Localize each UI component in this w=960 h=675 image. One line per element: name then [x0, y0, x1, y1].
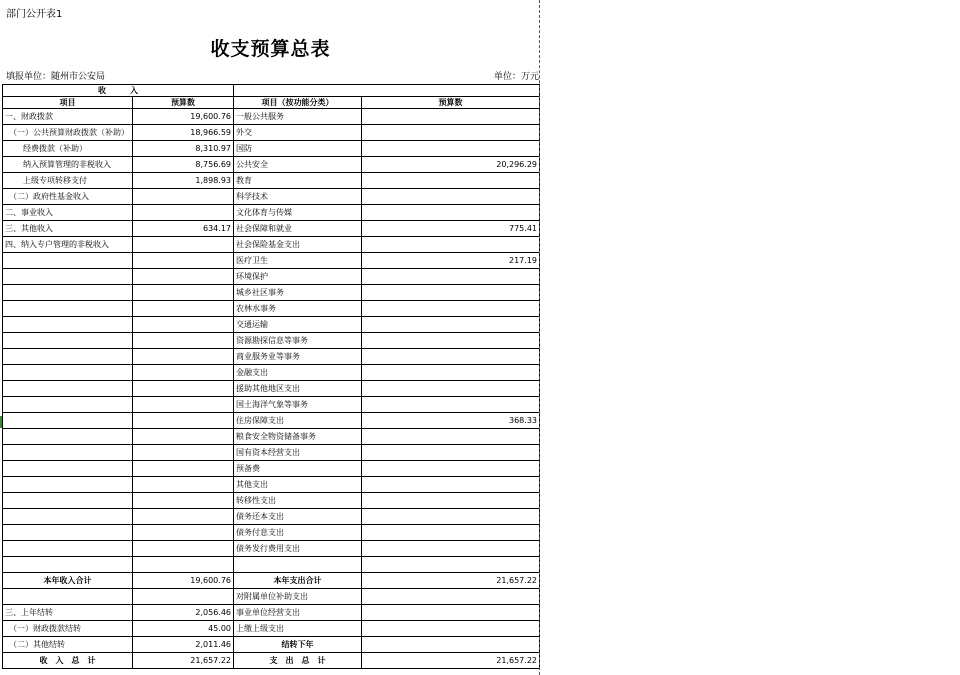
table-row — [3, 557, 540, 573]
income-item-cell[interactable]: 三、其他收入 — [3, 221, 133, 237]
table-row — [3, 221, 540, 237]
table-row — [3, 541, 540, 557]
expense-header[interactable] — [234, 85, 540, 97]
income-budget-cell[interactable]: 21,657.22 — [133, 653, 234, 669]
income-budget-cell[interactable]: 8,756.69 — [133, 157, 234, 173]
table-row — [3, 141, 540, 157]
income-item-cell[interactable] — [3, 365, 133, 381]
expense-item-cell[interactable]: 文化体育与传媒 — [234, 205, 362, 221]
table-row — [3, 573, 540, 589]
table-row — [3, 525, 540, 541]
income-budget-cell[interactable] — [133, 317, 234, 333]
expense-item-cell[interactable]: 债务付息支出 — [234, 525, 362, 541]
expense-item-cell[interactable]: 资源勘探信息等事务 — [234, 333, 362, 349]
expense-item-cell[interactable] — [234, 557, 362, 573]
income-item-cell[interactable] — [3, 381, 133, 397]
income-item-cell[interactable]: 二、事业收入 — [3, 205, 133, 221]
income-budget-cell[interactable] — [133, 205, 234, 221]
table-row — [3, 493, 540, 509]
income-item-cell[interactable] — [3, 525, 133, 541]
income-budget-cell[interactable] — [133, 413, 234, 429]
expense-budget-cell[interactable] — [362, 493, 540, 509]
income-item-cell[interactable]: 一、财政拨款 — [3, 109, 133, 125]
income-item-cell[interactable] — [3, 445, 133, 461]
form-number: 部门公开表1 — [6, 9, 63, 20]
expense-budget-cell[interactable] — [362, 125, 540, 141]
expense-budget-cell[interactable] — [362, 445, 540, 461]
income-item-cell[interactable] — [3, 253, 133, 269]
expense-item-cell[interactable]: 粮食安全物资储备事务 — [234, 429, 362, 445]
expense-item-cell[interactable]: 预备费 — [234, 461, 362, 477]
expense-budget-cell[interactable] — [362, 333, 540, 349]
expense-budget-cell[interactable] — [362, 301, 540, 317]
table-row — [3, 253, 540, 269]
expense-item-cell[interactable]: 本年支出合计 — [234, 573, 362, 589]
table-row — [3, 653, 540, 669]
income-budget-cell[interactable] — [133, 541, 234, 557]
currency-unit: 单位：万元 — [493, 72, 539, 82]
table-row — [3, 429, 540, 445]
income-item-cell[interactable] — [3, 397, 133, 413]
income-item-cell[interactable] — [3, 589, 133, 605]
expense-budget-cell[interactable] — [362, 605, 540, 621]
income-budget-cell[interactable] — [133, 365, 234, 381]
table-row — [3, 285, 540, 301]
income-item-cell[interactable] — [3, 557, 133, 573]
expense-budget-cell[interactable]: 368.33 — [362, 413, 540, 429]
income-budget-cell[interactable] — [133, 285, 234, 301]
income-item-cell[interactable] — [3, 317, 133, 333]
income-budget-cell[interactable] — [133, 589, 234, 605]
expense-item-cell[interactable]: 援助其他地区支出 — [234, 381, 362, 397]
income-item-cell[interactable]: 收 入 总 计 — [3, 653, 133, 669]
expense-item-cell[interactable]: 结转下年 — [234, 637, 362, 653]
income-budget-cell[interactable] — [133, 253, 234, 269]
income-item-cell[interactable] — [3, 493, 133, 509]
expense-item-cell[interactable]: 交通运输 — [234, 317, 362, 333]
expense-item-cell[interactable]: 一般公共服务 — [234, 109, 362, 125]
expense-item-cell[interactable]: 城乡社区事务 — [234, 285, 362, 301]
income-item-cell[interactable] — [3, 461, 133, 477]
table-header-row-1 — [3, 85, 540, 97]
expense-item-cell[interactable]: 住房保障支出 — [234, 413, 362, 429]
table-row — [3, 269, 540, 285]
table-row — [3, 317, 540, 333]
table-row — [3, 301, 540, 317]
expense-budget-cell[interactable] — [362, 397, 540, 413]
income-budget-cell[interactable]: 18,966.59 — [133, 125, 234, 141]
income-budget-cell[interactable] — [133, 493, 234, 509]
table-row — [3, 477, 540, 493]
expense-budget-cell[interactable] — [362, 269, 540, 285]
income-budget-cell[interactable] — [133, 557, 234, 573]
expense-budget-cell[interactable]: 217.19 — [362, 253, 540, 269]
income-budget-cell[interactable] — [133, 349, 234, 365]
income-item-cell[interactable] — [3, 413, 133, 429]
table-row — [3, 397, 540, 413]
table-row — [3, 413, 540, 429]
expense-item-cell[interactable]: 环境保护 — [234, 269, 362, 285]
expense-item-cell[interactable]: 社会保险基金支出 — [234, 237, 362, 253]
expense-item-cell[interactable]: 债务发行费用支出 — [234, 541, 362, 557]
expense-budget-cell[interactable] — [362, 189, 540, 205]
expense-budget-cell[interactable] — [362, 173, 540, 189]
expense-item-cell[interactable]: 公共安全 — [234, 157, 362, 173]
row-marker — [0, 416, 2, 428]
table-header-row-2 — [3, 97, 540, 109]
income-budget-cell[interactable]: 1,898.93 — [133, 173, 234, 189]
expense-item-cell[interactable]: 国土海洋气象等事务 — [234, 397, 362, 413]
table-row — [3, 637, 540, 653]
income-budget-cell[interactable] — [133, 477, 234, 493]
expense-item-cell[interactable]: 其他支出 — [234, 477, 362, 493]
income-header[interactable]: 收 入 — [3, 85, 234, 97]
table-row — [3, 237, 540, 253]
income-item-cell[interactable]: （一）财政拨款结转 — [3, 621, 133, 637]
income-item-cell[interactable] — [3, 333, 133, 349]
expense-budget-cell[interactable] — [362, 205, 540, 221]
income-item-cell[interactable]: 纳入预算管理的非税收入 — [3, 157, 133, 173]
income-item-cell[interactable]: （二）政府性基金收入 — [3, 189, 133, 205]
income-budget-cell[interactable] — [133, 237, 234, 253]
income-budget-cell[interactable] — [133, 381, 234, 397]
income-item-cell[interactable] — [3, 541, 133, 557]
income-item-cell[interactable]: 上级专项转移支付 — [3, 173, 133, 189]
income-item-cell[interactable]: 三、上年结转 — [3, 605, 133, 621]
income-budget-cell[interactable]: 634.17 — [133, 221, 234, 237]
table-row — [3, 589, 540, 605]
table-row — [3, 621, 540, 637]
expense-item-cell[interactable]: 金融支出 — [234, 365, 362, 381]
expense-item-cell[interactable]: 科学技术 — [234, 189, 362, 205]
expense-budget-cell[interactable]: 20,296.29 — [362, 157, 540, 173]
col-item-header[interactable]: 项目 — [3, 97, 133, 109]
expense-item-cell[interactable]: 上缴上级支出 — [234, 621, 362, 637]
table-row — [3, 349, 540, 365]
expense-item-cell[interactable]: 商业服务业等事务 — [234, 349, 362, 365]
expense-budget-cell[interactable]: 775.41 — [362, 221, 540, 237]
income-item-cell[interactable] — [3, 269, 133, 285]
budget-table — [2, 84, 540, 669]
expense-item-cell[interactable]: 事业单位经营支出 — [234, 605, 362, 621]
expense-budget-cell[interactable] — [362, 317, 540, 333]
col-budget-header[interactable]: 预算数 — [133, 97, 234, 109]
expense-budget-cell[interactable] — [362, 589, 540, 605]
income-item-cell[interactable]: 本年收入合计 — [3, 573, 133, 589]
expense-budget-cell[interactable] — [362, 365, 540, 381]
income-item-cell[interactable] — [3, 285, 133, 301]
expense-budget-cell[interactable] — [362, 541, 540, 557]
expense-budget-cell[interactable] — [362, 461, 540, 477]
expense-item-cell[interactable]: 国有资本经营支出 — [234, 445, 362, 461]
table-row — [3, 445, 540, 461]
income-item-cell[interactable] — [3, 429, 133, 445]
income-item-cell[interactable]: 经费拨款（补助） — [3, 141, 133, 157]
income-item-cell[interactable] — [3, 477, 133, 493]
expense-item-cell[interactable]: 外交 — [234, 125, 362, 141]
expense-item-cell[interactable]: 农林水事务 — [234, 301, 362, 317]
expense-budget-cell[interactable] — [362, 557, 540, 573]
income-budget-cell[interactable]: 45.00 — [133, 621, 234, 637]
page-break-line — [539, 0, 540, 675]
income-budget-cell[interactable] — [133, 269, 234, 285]
expense-budget-cell[interactable] — [362, 637, 540, 653]
table-row — [3, 461, 540, 477]
expense-item-cell[interactable]: 社会保障和就业 — [234, 221, 362, 237]
income-budget-cell[interactable]: 19,600.76 — [133, 573, 234, 589]
income-budget-cell[interactable] — [133, 445, 234, 461]
expense-budget-cell[interactable] — [362, 109, 540, 125]
col-item-func-header[interactable]: 项目（按功能分类） — [234, 97, 362, 109]
page-title: 收支预算总表 — [210, 38, 331, 60]
expense-budget-cell[interactable] — [362, 525, 540, 541]
table-row — [3, 605, 540, 621]
table-row — [3, 125, 540, 141]
expense-budget-cell[interactable] — [362, 141, 540, 157]
expense-item-cell[interactable]: 债务还本支出 — [234, 509, 362, 525]
income-budget-cell[interactable] — [133, 429, 234, 445]
table-row — [3, 381, 540, 397]
table-row — [3, 333, 540, 349]
expense-budget-cell[interactable] — [362, 237, 540, 253]
income-item-cell[interactable]: （一）公共预算财政拨款（补助） — [3, 125, 133, 141]
income-budget-cell[interactable] — [133, 189, 234, 205]
income-budget-cell[interactable] — [133, 397, 234, 413]
income-budget-cell[interactable] — [133, 461, 234, 477]
expense-item-cell[interactable]: 对附属单位补助支出 — [234, 589, 362, 605]
expense-item-cell[interactable]: 医疗卫生 — [234, 253, 362, 269]
income-item-cell[interactable] — [3, 301, 133, 317]
income-budget-cell[interactable]: 8,310.97 — [133, 141, 234, 157]
table-row — [3, 109, 540, 125]
expense-budget-cell[interactable] — [362, 477, 540, 493]
expense-item-cell[interactable]: 国防 — [234, 141, 362, 157]
expense-budget-cell[interactable] — [362, 621, 540, 637]
expense-budget-cell[interactable] — [362, 349, 540, 365]
reporting-unit: 填报单位：随州市公安局 — [6, 72, 106, 82]
table-row — [3, 173, 540, 189]
col-budget2-header[interactable]: 预算数 — [362, 97, 540, 109]
expense-budget-cell[interactable] — [362, 509, 540, 525]
expense-item-cell[interactable]: 转移性支出 — [234, 493, 362, 509]
income-budget-cell[interactable]: 19,600.76 — [133, 109, 234, 125]
income-item-cell[interactable]: （二）其他结转 — [3, 637, 133, 653]
income-budget-cell[interactable] — [133, 509, 234, 525]
spreadsheet-page — [2, 0, 539, 675]
income-budget-cell[interactable] — [133, 301, 234, 317]
income-budget-cell[interactable] — [133, 525, 234, 541]
income-budget-cell[interactable]: 2,011.46 — [133, 637, 234, 653]
expense-budget-cell[interactable] — [362, 381, 540, 397]
expense-budget-cell[interactable]: 21,657.22 — [362, 573, 540, 589]
table-row — [3, 189, 540, 205]
table-row — [3, 365, 540, 381]
income-budget-cell[interactable]: 2,056.46 — [133, 605, 234, 621]
income-item-cell[interactable] — [3, 349, 133, 365]
table-row — [3, 205, 540, 221]
expense-budget-cell[interactable] — [362, 429, 540, 445]
income-budget-cell[interactable] — [133, 333, 234, 349]
expense-item-cell[interactable]: 支 出 总 计 — [234, 653, 362, 669]
income-item-cell[interactable]: 四、纳入专户管理的非税收入 — [3, 237, 133, 253]
table-row — [3, 157, 540, 173]
expense-item-cell[interactable]: 教育 — [234, 173, 362, 189]
table-row — [3, 509, 540, 525]
income-item-cell[interactable] — [3, 509, 133, 525]
expense-budget-cell[interactable] — [362, 285, 540, 301]
expense-budget-cell[interactable]: 21,657.22 — [362, 653, 540, 669]
